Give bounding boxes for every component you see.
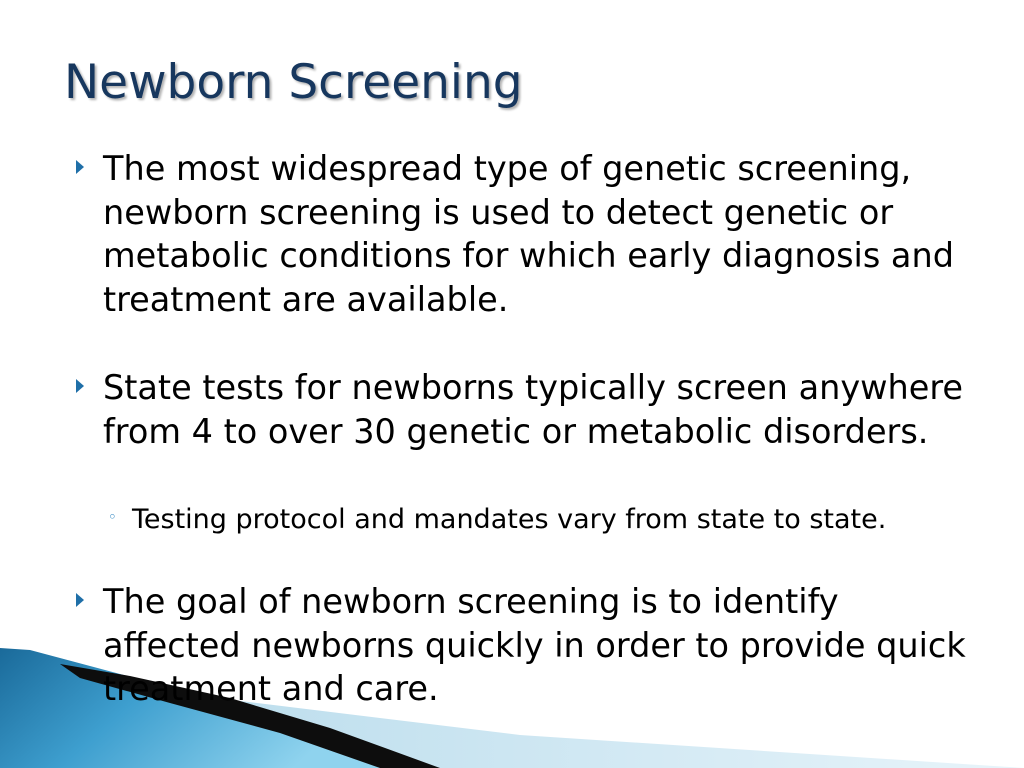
sub-bullet-item — [108, 502, 968, 538]
sub-bullet-text: Testing protocol and mandates vary from state to state. — [132, 504, 887, 535]
slide-title: Newborn Screening — [64, 55, 523, 110]
bullet-text: State tests for newborns typically screen anywhere from 4 to over 30 genetic or metabolic disorders. — [103, 368, 964, 451]
bullet-text: The most widespread type of genetic screening, newborn screening is used to detect genetic or metabolic conditions for which early diagnosis and treatment are available. — [103, 149, 954, 319]
triangle-bullet-icon — [76, 379, 84, 393]
bullet-item — [76, 147, 976, 321]
circle-bullet-icon: ◦ — [108, 508, 117, 526]
bullet-text: The goal of newborn screening is to identify affected newborns quickly in order to provide quick treatment and care. — [103, 582, 966, 708]
triangle-bullet-icon — [76, 593, 84, 607]
triangle-bullet-icon — [76, 160, 84, 174]
bullet-item — [76, 366, 976, 453]
bullet-item — [76, 580, 976, 711]
